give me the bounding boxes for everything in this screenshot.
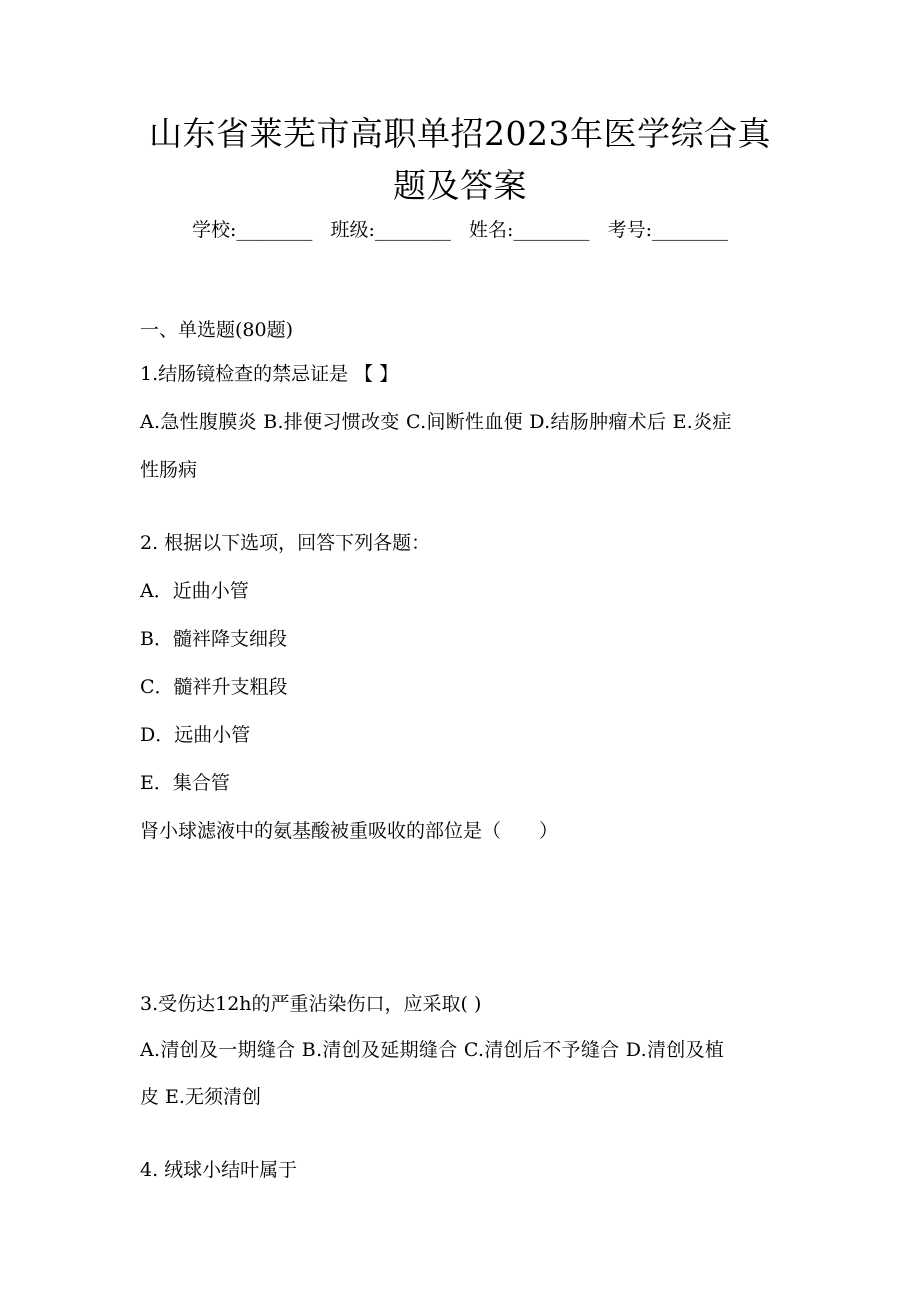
question-4-stem: 4. 绒球小结叶属于	[140, 1159, 298, 1181]
question-3-stem: 3.受伤达12h的严重沾染伤口，应采取( )	[140, 993, 482, 1015]
question-3-options-line-2: 皮 E.无须清创	[140, 1086, 261, 1108]
section-heading: 一、单选题(80题)	[140, 319, 294, 341]
question-2-choice-a: A．近曲小管	[140, 580, 249, 602]
question-1-stem: 1.结肠镜检查的禁忌证是 【 】	[140, 363, 399, 385]
question-2-choice-e: E．集合管	[140, 772, 230, 794]
question-2-sub-question: 肾小球滤液中的氨基酸被重吸收的部位是（ ）	[140, 820, 559, 842]
document-title	[100, 108, 820, 212]
question-1-options-line-2: 性肠病	[140, 459, 198, 481]
question-1-options-line-1: A.急性腹膜炎 B.排便习惯改变 C.间断性血便 D.结肠肿瘤术后 E.炎症	[140, 411, 732, 433]
question-2-choice-b: B．髓袢降支细段	[140, 628, 287, 650]
title-line-2: 题及答案	[393, 166, 527, 205]
student-info-fields: 学校:________ 班级:________ 姓名:________ 考号:________	[192, 219, 728, 241]
title-line-1: 山东省莱芜市高职单招2023年医学综合真	[149, 114, 771, 153]
question-2-choice-c: C．髓袢升支粗段	[140, 676, 288, 698]
question-3-options-line-1: A.清创及一期缝合 B.清创及延期缝合 C.清创后不予缝合 D.清创及植	[140, 1039, 725, 1061]
question-2-stem: 2. 根据以下选项，回答下列各题：	[140, 532, 431, 554]
question-2-choice-d: D．远曲小管	[140, 724, 251, 746]
